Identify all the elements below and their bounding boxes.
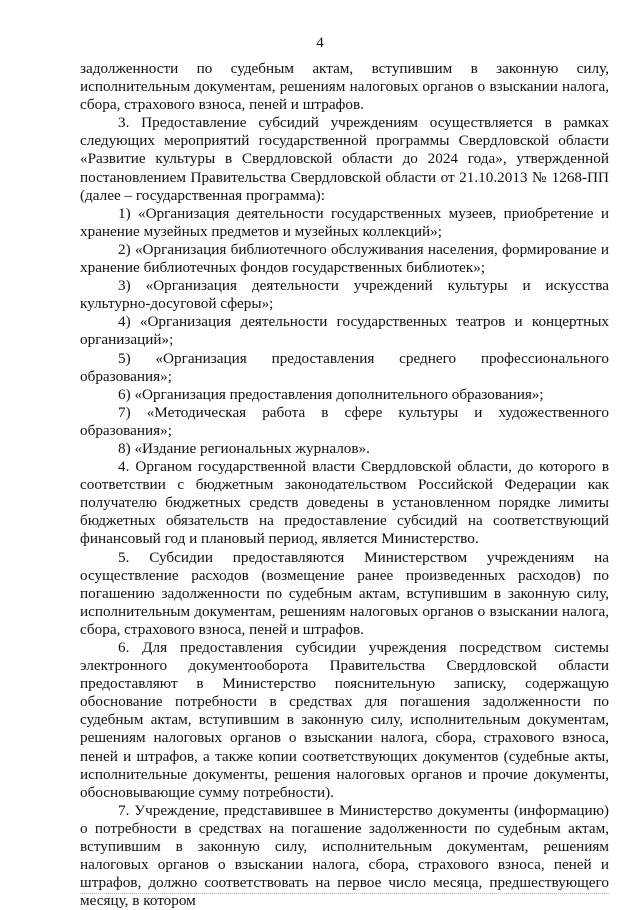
page-number: 4 <box>316 35 324 51</box>
list-item-5: 5) «Организация предоставления среднего профессионального образования»; <box>80 349 609 385</box>
list-item-8: 8) «Издание региональных журналов». <box>118 439 370 457</box>
list-item-2: 2) «Организация библиотечного обслуживания населения, формирование и хранение библиотечных фондов государственных библиотек»; <box>80 240 609 277</box>
list-item-4: 4) «Организация деятельности государственных театров и концертных организаций»; <box>80 313 609 349</box>
list-item-1: 1) «Организация деятельности государственных музеев, приобретение и хранение музейных предметов и музейных коллекций»; <box>80 204 609 240</box>
list-item-6: 6) «Организация предоставления дополнительного образования»; <box>118 385 544 403</box>
paragraph-3: 3. Предоставление субсидий учреждениям осуществляется в рамках следующих мероприятий государственной программы Свердловской области «Развитие культуры в Свердловской области до 2024 года», утвержденной постановлением Правительства Свердловской области от 21.10.2013 № 1268-ПП (далее – государственная программа): <box>80 114 609 204</box>
paragraph-6: 6. Для предоставления субсидии учреждения посредством системы электронного документооборота Правительства Свердловской области предоставляют в Министерство пояснительную записку, содержащую обоснование потребности в средствах для погашения задолженности по судебным актам, вступившим в законную силу, исполнительным документам, решениям налоговых органов о взыскании налога, сбора, страхового взноса, пеней и штрафов, а также копии соответствующих документов (судебные акты, исполнительные документы, решения налоговых органов и прочие документы, обосновывающие сумму потребности). <box>80 639 609 801</box>
document-body <box>80 60 609 910</box>
page-bottom-rule <box>80 893 609 894</box>
paragraph-continuation: задолженности по судебным актам, вступившим в законную силу, исполнительным документам, решениям налоговых органов о взыскании налога, сбора, страхового взноса, пеней и штрафов. <box>80 60 609 114</box>
list-item-3: 3) «Организация деятельности учреждений культуры и искусства культурно-досуговой сферы»; <box>80 277 609 313</box>
paragraph-5: 5. Субсидии предоставляются Министерством учреждениям на осуществление расходов (возмещение ранее произведенных расходов) по погашению задолженности по судебным актам, вступившим в законную силу, исполнительным документам, решениям налоговых органов о взыскании налога, сбора, страхового взноса, пеней и штрафов. <box>80 548 609 638</box>
paragraph-7: 7. Учреждение, представившее в Министерство документы (информацию) о потребности в средствах на погашение задолженности по судебным актам, вступившим в законную силу, исполнительным документам, решениям налоговых органов о взыскании налога, сбора, страхового взноса, пеней и штрафов, должно соответствовать на первое число месяца, предшествующего месяцу, в котором <box>80 801 609 910</box>
list-item-7: 7) «Методическая работа в сфере культуры и художественного образования»; <box>80 403 609 439</box>
paragraph-4: 4. Органом государственной власти Свердловской области, до которого в соответствии с бюджетным законодательством Российской Федерации как получателю бюджетных средств доведены в установленном порядке лимиты бюджетных обязательств на предоставление субсидий на соответствующий финансовый год и плановый период, является Министерство. <box>80 458 609 548</box>
